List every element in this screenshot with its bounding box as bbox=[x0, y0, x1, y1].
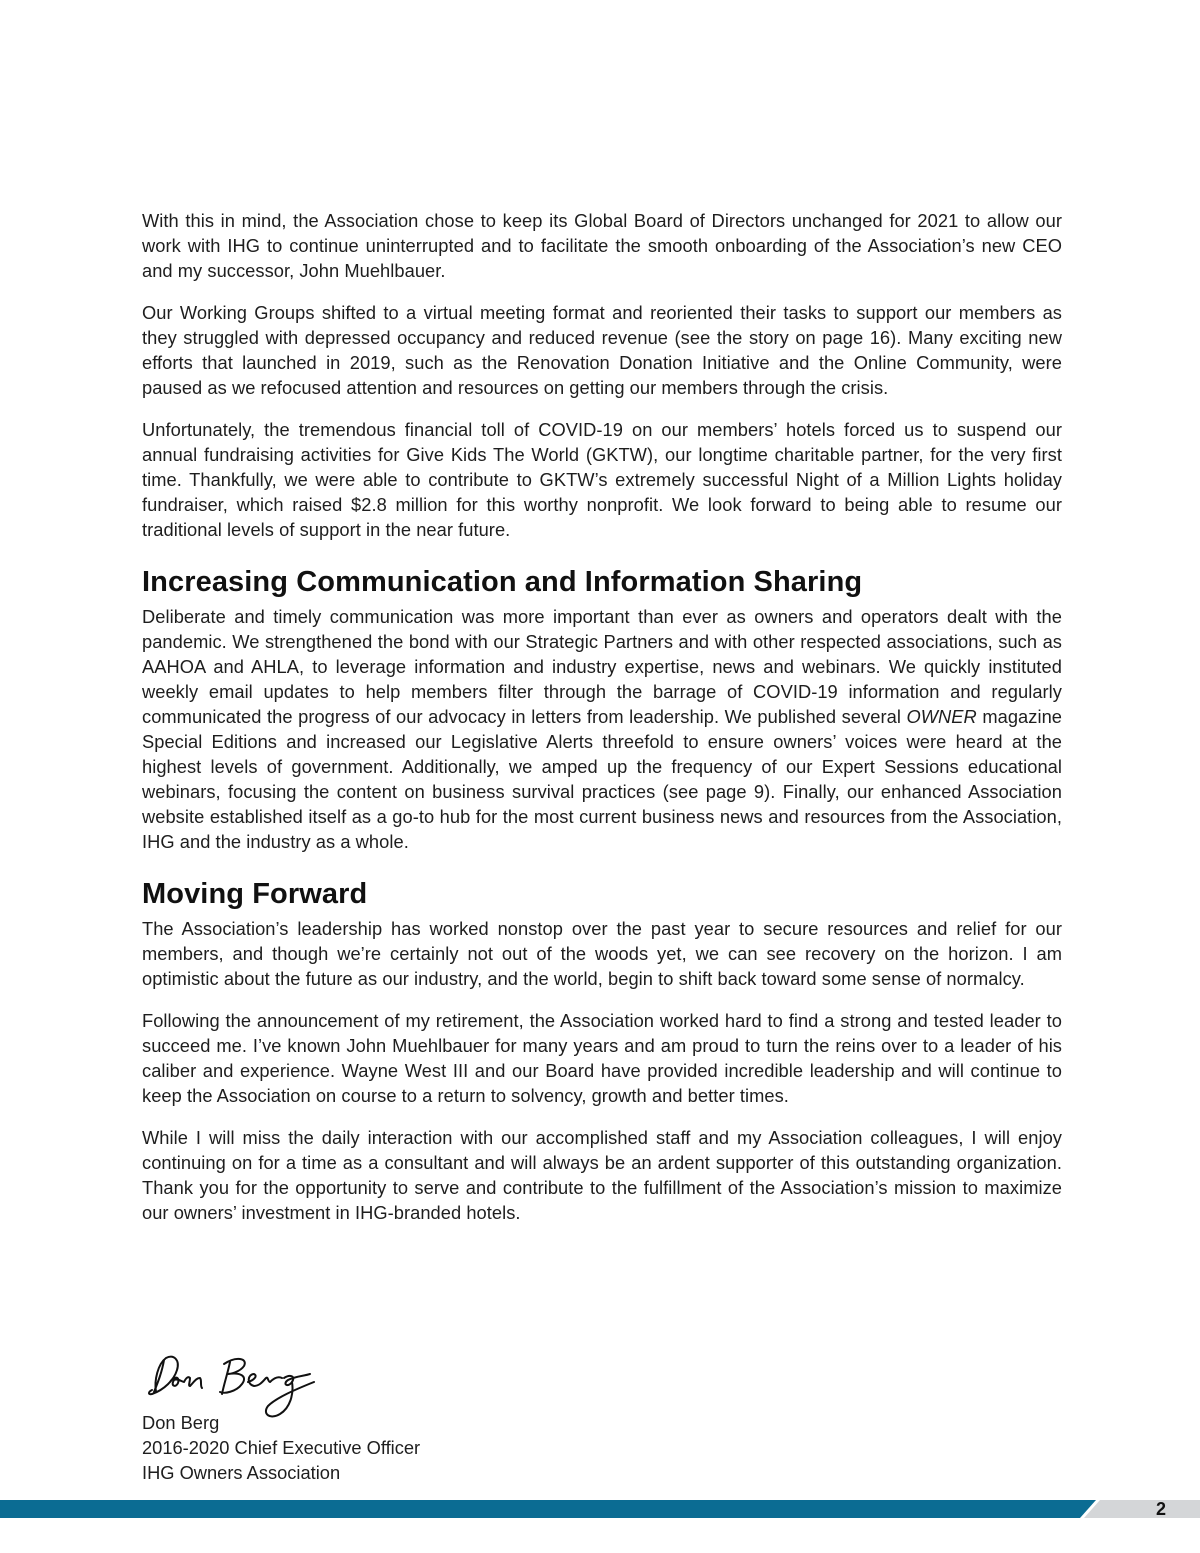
paragraph-communication bbox=[142, 604, 1062, 854]
signature-block bbox=[142, 1348, 542, 1485]
footer-page-tab bbox=[1084, 1500, 1200, 1518]
communication-text-end: magazine Special Editions and increased our Legislative Alerts threefold to ensure owners’ voices were heard at the highest levels of government. Additionally, we amped up the frequency of our Expert Sessions educational webinars, focusing the content on business survival practices (see page 9). Finally, our enhanced Association website established itself as a go-to hub for the most current business news and resources from the Association, IHG and the industry as a whole. bbox=[142, 706, 1062, 852]
letter-body bbox=[142, 208, 1062, 1242]
paragraph-leadership-recovery: The Association’s leadership has worked nonstop over the past year to secure resources and relief for our members, and though we’re certainly not out of the woods yet, we can see recovery on the horizon. I am optimistic about the future as our industry, and the world, begin to shift back toward some sense of normalcy. bbox=[142, 918, 1062, 989]
footer-blue-stripe bbox=[0, 1500, 1096, 1518]
paragraph-farewell: While I will miss the daily interaction with our accomplished staff and my Association colleagues, I will enjoy continuing on for a time as a consultant and will always be an ardent supporter of this outstanding organization. Thank you for the opportunity to serve and contribute to the fulfillment of the Association’s mission to maximize our owners’ investment in IHG-branded hotels. bbox=[142, 1127, 1062, 1223]
page-number: 2 bbox=[1155, 1499, 1166, 1519]
signatory-organization: IHG Owners Association bbox=[142, 1462, 341, 1483]
footer-bar bbox=[0, 1500, 1200, 1518]
communication-text-start: Deliberate and timely communication was more important than ever as owners and operators dealt with the pandemic. We strengthened the bond with our Strategic Partners and with other respected associations, such as AAHOA and AHLA, to leverage information and industry expertise, news and webinars. We quickly instituted weekly email updates to help members filter through the barrage of COVID-19 information and regularly communicated the progress of our advocacy in letters from leadership. We published several bbox=[142, 606, 1062, 727]
paragraph-board-unchanged: With this in mind, the Association chose to keep its Global Board of Directors unchanged for 2021 to allow our work with IHG to continue uninterrupted and to facilitate the smooth onboarding of the Association’s new CEO and my successor, John Muehlbauer. bbox=[142, 210, 1062, 281]
signatory-title: 2016-2020 Chief Executive Officer bbox=[142, 1437, 421, 1458]
paragraph-gktw: Unfortunately, the tremendous financial toll of COVID-19 on our members’ hotels forced us to suspend our annual fundraising activities for Give Kids The World (GKTW), our longtime charitable partner, for the very first time. Thankfully, we were able to contribute to GKTW’s extremely successful Night of a Million Lights holiday fundraiser, which raised $2.8 million for this worthy nonprofit. We look forward to being able to resume our traditional levels of support in the near future. bbox=[142, 419, 1062, 540]
paragraph-working-groups: Our Working Groups shifted to a virtual meeting format and reoriented their tasks to support our members as they struggled with depressed occupancy and reduced revenue (see the story on page 16). Many exciting new efforts that launched in 2019, such as the Renovation Donation Initiative and the Online Community, were paused as we refocused attention and resources on getting our members through the crisis. bbox=[142, 302, 1062, 398]
heading-moving-forward: Moving Forward bbox=[142, 878, 368, 910]
heading-communication: Increasing Communication and Information Sharing bbox=[142, 566, 863, 598]
paragraph-retirement: Following the announcement of my retirement, the Association worked hard to find a strong and tested leader to succeed me. I’ve known John Muehlbauer for many years and am proud to turn the reins over to a leader of his caliber and experience. Wayne West III and our Board have provided incredible leadership and will continue to keep the Association on course to a return to solvency, growth and better times. bbox=[142, 1010, 1062, 1106]
owner-magazine-title: OWNER bbox=[906, 706, 977, 727]
signatory-name: Don Berg bbox=[142, 1412, 220, 1433]
